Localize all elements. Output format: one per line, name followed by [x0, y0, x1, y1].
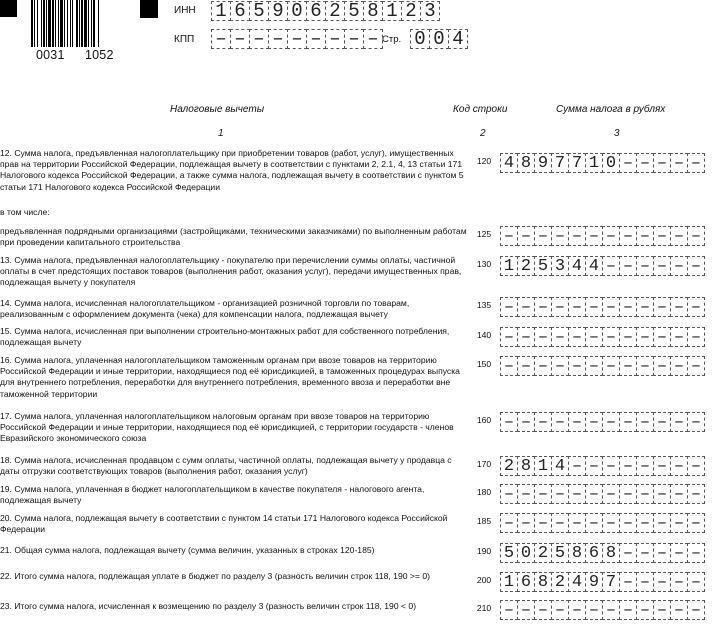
inn-digit-cell: 2 — [401, 1, 421, 21]
amount-digit-cell: – — [568, 513, 586, 533]
amount-digit-cell: – — [500, 226, 518, 246]
amount-digit-cell: – — [517, 412, 535, 432]
barcode-digits-right: 1052 — [85, 48, 114, 62]
amount-digit-cell: – — [653, 412, 671, 432]
amount-digit-cell: – — [653, 456, 671, 476]
amount-digit-cell: 7 — [568, 153, 586, 173]
amount-digit-cell: – — [602, 456, 620, 476]
amount-digit-cell: 8 — [534, 572, 552, 592]
column-number-3: 3 — [614, 128, 620, 139]
amount-digit-cell: 1 — [585, 153, 603, 173]
row-line-code: 140 — [476, 330, 492, 340]
amount-digit-cell: 5 — [534, 256, 552, 276]
amount-digit-cell: – — [670, 226, 688, 246]
row-description: 20. Сумма налога, подлежащая вычету в соответствии с пунктом 14 статьи 171 Налогового кодекса Российской Федерации — [0, 513, 448, 535]
kpp-cells — [211, 29, 382, 49]
amount-digit-cell: – — [585, 412, 603, 432]
amount-digit-cell: – — [636, 297, 654, 317]
amount-digit-cell: – — [653, 297, 671, 317]
row-description: 18. Сумма налога, исчисленная продавцом с сумм оплаты, частичной оплаты, подлежащая вычету у продавца с даты отгрузки соответствующих товаров (выполнения работ, оказания услуг) — [0, 455, 452, 477]
row-amount-cells[interactable] — [500, 153, 704, 173]
amount-digit-cell: – — [636, 226, 654, 246]
kpp-digit-cell: – — [306, 29, 326, 49]
amount-digit-cell: – — [517, 513, 535, 533]
row-amount-cells[interactable] — [500, 226, 704, 246]
amount-digit-cell: – — [670, 297, 688, 317]
amount-digit-cell: 5 — [500, 543, 518, 563]
amount-digit-cell: – — [687, 412, 705, 432]
amount-digit-cell: – — [500, 484, 518, 504]
amount-digit-cell: – — [602, 412, 620, 432]
amount-digit-cell: – — [670, 412, 688, 432]
inn-digit-cell: 3 — [420, 1, 440, 21]
row-amount-cells[interactable] — [500, 327, 704, 347]
amount-digit-cell: – — [653, 572, 671, 592]
row-line-code: 160 — [476, 415, 492, 425]
amount-digit-cell: – — [619, 226, 637, 246]
inn-digit-cell: 9 — [268, 1, 288, 21]
page-label: Стр. — [382, 34, 402, 45]
row-line-code: 125 — [476, 229, 492, 239]
amount-digit-cell: – — [670, 543, 688, 563]
amount-digit-cell: 4 — [500, 153, 518, 173]
amount-digit-cell: – — [602, 256, 620, 276]
row-description: 15. Сумма налога, исчисленная при выполнении строительно-монтажных работ для собственного потребления, подлежащая вычету — [0, 326, 450, 348]
amount-digit-cell: – — [602, 484, 620, 504]
amount-digit-cell: – — [670, 572, 688, 592]
inn-digit-cell: 1 — [211, 1, 231, 21]
amount-digit-cell: 0 — [517, 543, 535, 563]
amount-digit-cell: 8 — [568, 543, 586, 563]
amount-digit-cell: 6 — [517, 572, 535, 592]
amount-digit-cell: – — [500, 327, 518, 347]
row-description: 16. Сумма налога, уплаченная налогоплательщиком таможенным органам при ввозе товаров на территорию Российской Федерации и иные территории, находящиеся под её юрисдикцией, в таможенных процедурах выпуска для внутреннего потребления, переработки для внутреннего потребления, временного ввоза и переработки вне таможенной территории — [0, 355, 460, 399]
kpp-digit-cell: – — [325, 29, 345, 49]
row-amount-cells[interactable] — [500, 297, 704, 317]
amount-digit-cell: 7 — [551, 153, 569, 173]
kpp-digit-cell: – — [211, 29, 231, 49]
inn-digit-cell: 5 — [344, 1, 364, 21]
amount-digit-cell: – — [670, 256, 688, 276]
row-description: 21. Общая сумма налога, подлежащая вычету (сумма величин, указанных в строках 120-185) — [0, 545, 375, 555]
amount-digit-cell: – — [602, 513, 620, 533]
amount-digit-cell: – — [517, 297, 535, 317]
row-line-code: 200 — [476, 575, 492, 585]
kpp-digit-cell: – — [249, 29, 269, 49]
amount-digit-cell: – — [551, 412, 569, 432]
amount-digit-cell: – — [653, 153, 671, 173]
amount-digit-cell: 7 — [602, 572, 620, 592]
amount-digit-cell: – — [636, 456, 654, 476]
amount-digit-cell: – — [687, 256, 705, 276]
amount-digit-cell: – — [619, 297, 637, 317]
row-amount-cells[interactable] — [500, 412, 704, 432]
amount-digit-cell: – — [602, 356, 620, 376]
amount-digit-cell: – — [585, 226, 603, 246]
amount-digit-cell: – — [653, 484, 671, 504]
amount-digit-cell: – — [602, 327, 620, 347]
amount-digit-cell: – — [687, 484, 705, 504]
amount-digit-cell: 4 — [568, 572, 586, 592]
row-line-code: 185 — [476, 516, 492, 526]
kpp-digit-cell: – — [344, 29, 364, 49]
amount-digit-cell: – — [636, 484, 654, 504]
amount-digit-cell: – — [517, 327, 535, 347]
page-digit-cell: 0 — [410, 29, 430, 49]
amount-digit-cell: 1 — [500, 256, 518, 276]
row-line-code: 180 — [476, 487, 492, 497]
row-description: в том числе: — [0, 207, 50, 217]
amount-digit-cell: – — [585, 297, 603, 317]
inn-digit-cell: 5 — [249, 1, 269, 21]
kpp-digit-cell: – — [363, 29, 383, 49]
amount-digit-cell: 0 — [602, 153, 620, 173]
amount-digit-cell: – — [687, 456, 705, 476]
amount-digit-cell: – — [636, 153, 654, 173]
inn-digit-cell: 8 — [363, 1, 383, 21]
column-number-1: 1 — [218, 128, 224, 139]
amount-digit-cell: – — [619, 600, 637, 620]
amount-digit-cell: – — [653, 543, 671, 563]
row-description: 14. Сумма налога, исчисленная налогоплательщиком - организацией розничной торговли по товарам, реализованным с оформлением документа (чека) для компенсации налога, подлежащая вычету — [0, 298, 410, 320]
amount-digit-cell: – — [670, 600, 688, 620]
amount-digit-cell: – — [687, 600, 705, 620]
amount-digit-cell: 1 — [534, 456, 552, 476]
amount-digit-cell: – — [687, 327, 705, 347]
amount-digit-cell: – — [568, 356, 586, 376]
amount-digit-cell: 8 — [602, 543, 620, 563]
amount-digit-cell: – — [551, 484, 569, 504]
row-description: 12. Сумма налога, предъявленная налогоплательщику при приобретении товаров (работ, услуг), имущественных прав на территории Российской Федерации, подлежащая вычету в соответствии с пунктами 2, 2.1, 4, 13 статьи 171 Налогового кодекса Российской Федерации, а также сумма налога, подлежащая вычету в соответствии с пунктом 5 статьи 171 Налогового кодекса Российской Федерации — [0, 148, 464, 192]
column-title-deductions: Налоговые вычеты — [170, 104, 265, 115]
kpp-digit-cell: – — [268, 29, 288, 49]
kpp-digit-cell: – — [287, 29, 307, 49]
amount-digit-cell: – — [551, 297, 569, 317]
column-number-2: 2 — [480, 128, 486, 139]
row-line-code: 150 — [476, 359, 492, 369]
row-line-code: 135 — [476, 300, 492, 310]
row-description: предъявленная подрядными организациями (застройщиками, техническими заказчиками) по выполненным работам при проведении капитального строительства — [0, 226, 467, 248]
inn-label: ИНН — [174, 5, 196, 16]
amount-digit-cell: – — [551, 226, 569, 246]
amount-digit-cell: – — [568, 226, 586, 246]
barcode — [30, 0, 128, 50]
amount-digit-cell: 4 — [551, 456, 569, 476]
corner-marker-right — [140, 0, 158, 18]
amount-digit-cell: – — [534, 484, 552, 504]
amount-digit-cell: – — [653, 600, 671, 620]
amount-digit-cell: – — [585, 484, 603, 504]
amount-digit-cell: 2 — [534, 543, 552, 563]
amount-digit-cell: – — [619, 572, 637, 592]
row-line-code: 170 — [476, 459, 492, 469]
amount-digit-cell: – — [670, 484, 688, 504]
amount-digit-cell: – — [500, 412, 518, 432]
amount-digit-cell: – — [636, 256, 654, 276]
inn-digit-cell: 2 — [325, 1, 345, 21]
amount-digit-cell: – — [653, 327, 671, 347]
amount-digit-cell: 9 — [534, 153, 552, 173]
row-amount-cells[interactable] — [500, 513, 704, 533]
amount-digit-cell: – — [517, 600, 535, 620]
barcode-digits-left: 0031 — [36, 48, 65, 62]
amount-digit-cell: – — [653, 356, 671, 376]
amount-digit-cell: – — [568, 412, 586, 432]
amount-digit-cell: – — [568, 456, 586, 476]
amount-digit-cell: – — [636, 356, 654, 376]
row-amount-cells[interactable] — [500, 600, 704, 620]
amount-digit-cell: – — [619, 456, 637, 476]
amount-digit-cell: – — [653, 226, 671, 246]
row-description: 22. Итого сумма налога, подлежащая уплате в бюджет по разделу 3 (разность величин строк 118, 190 >= 0) — [0, 571, 430, 581]
row-amount-cells[interactable] — [500, 356, 704, 376]
amount-digit-cell: – — [636, 327, 654, 347]
row-amount-cells[interactable] — [500, 256, 704, 276]
amount-digit-cell: – — [585, 327, 603, 347]
amount-digit-cell: 3 — [551, 256, 569, 276]
amount-digit-cell: – — [500, 356, 518, 376]
amount-digit-cell: 1 — [500, 572, 518, 592]
amount-digit-cell: – — [619, 484, 637, 504]
barcode-number — [30, 48, 128, 64]
amount-digit-cell: – — [636, 412, 654, 432]
amount-digit-cell: – — [619, 543, 637, 563]
amount-digit-cell: 5 — [551, 543, 569, 563]
amount-digit-cell: – — [636, 513, 654, 533]
amount-digit-cell: 9 — [585, 572, 603, 592]
amount-digit-cell: – — [534, 412, 552, 432]
inn-digit-cell: 1 — [382, 1, 402, 21]
amount-digit-cell: – — [568, 600, 586, 620]
amount-digit-cell: – — [687, 572, 705, 592]
amount-digit-cell: – — [517, 226, 535, 246]
amount-digit-cell: – — [534, 327, 552, 347]
amount-digit-cell: 2 — [517, 256, 535, 276]
amount-digit-cell: – — [517, 484, 535, 504]
row-description: 23. Итого сумма налога, исчисленная к возмещению по разделу 3 (разность величин строк 118, 190 < 0) — [0, 601, 417, 611]
amount-digit-cell: – — [500, 297, 518, 317]
amount-digit-cell: 4 — [568, 256, 586, 276]
row-amount-cells[interactable] — [500, 456, 704, 476]
amount-digit-cell: – — [500, 513, 518, 533]
amount-digit-cell: – — [602, 297, 620, 317]
amount-digit-cell: – — [585, 456, 603, 476]
kpp-digit-cell: – — [230, 29, 250, 49]
amount-digit-cell: – — [551, 513, 569, 533]
amount-digit-cell: – — [670, 513, 688, 533]
amount-digit-cell: – — [551, 356, 569, 376]
amount-digit-cell: 6 — [585, 543, 603, 563]
amount-digit-cell: – — [636, 600, 654, 620]
amount-digit-cell: – — [534, 226, 552, 246]
amount-digit-cell: – — [653, 513, 671, 533]
amount-digit-cell: – — [670, 327, 688, 347]
amount-digit-cell: – — [517, 356, 535, 376]
amount-digit-cell: – — [636, 572, 654, 592]
inn-cells — [211, 1, 439, 21]
page-digit-cell: 4 — [448, 29, 468, 49]
amount-digit-cell: – — [568, 327, 586, 347]
row-description: 17. Сумма налога, уплаченная налогоплательщиком налоговым органам при ввозе товаров на территорию Российской Федерации и иные территории, находящиеся под её юрисдикцией, с территории государств - членов Евразийского экономического союза — [0, 411, 454, 444]
amount-digit-cell: – — [619, 256, 637, 276]
amount-digit-cell: – — [534, 356, 552, 376]
row-line-code: 190 — [476, 546, 492, 556]
amount-digit-cell: – — [687, 297, 705, 317]
row-line-code: 120 — [476, 156, 492, 166]
amount-digit-cell: – — [619, 327, 637, 347]
amount-digit-cell: 8 — [517, 153, 535, 173]
row-description: 19. Сумма налога, уплаченная в бюджет налогоплательщиком в качестве покупателя - налогового агента, подлежащая вычету — [0, 484, 425, 506]
amount-digit-cell: 4 — [585, 256, 603, 276]
amount-digit-cell: – — [687, 543, 705, 563]
amount-digit-cell: – — [653, 256, 671, 276]
amount-digit-cell: – — [585, 356, 603, 376]
amount-digit-cell: – — [602, 600, 620, 620]
row-amount-cells[interactable] — [500, 543, 704, 563]
amount-digit-cell: – — [619, 412, 637, 432]
amount-digit-cell: – — [568, 297, 586, 317]
amount-digit-cell: – — [534, 297, 552, 317]
inn-digit-cell: 6 — [306, 1, 326, 21]
amount-digit-cell: – — [619, 513, 637, 533]
amount-digit-cell: 2 — [551, 572, 569, 592]
amount-digit-cell: – — [568, 484, 586, 504]
corner-marker-left — [0, 0, 17, 17]
row-line-code: 210 — [476, 603, 492, 613]
amount-digit-cell: – — [670, 356, 688, 376]
amount-digit-cell: 8 — [517, 456, 535, 476]
amount-digit-cell: – — [534, 600, 552, 620]
amount-digit-cell: – — [687, 513, 705, 533]
amount-digit-cell: – — [687, 356, 705, 376]
amount-digit-cell: – — [636, 543, 654, 563]
amount-digit-cell: – — [670, 456, 688, 476]
amount-digit-cell: – — [500, 600, 518, 620]
amount-digit-cell: – — [534, 513, 552, 533]
amount-digit-cell: – — [687, 226, 705, 246]
amount-digit-cell: – — [619, 356, 637, 376]
amount-digit-cell: – — [687, 153, 705, 173]
row-amount-cells[interactable] — [500, 484, 704, 504]
column-title-tax-amount: Сумма налога в рублях — [556, 104, 666, 115]
page-number-cells — [410, 29, 467, 49]
kpp-label: КПП — [174, 34, 195, 45]
amount-digit-cell: – — [670, 153, 688, 173]
inn-digit-cell: 6 — [230, 1, 250, 21]
column-title-line-code: Код строки — [453, 104, 508, 115]
amount-digit-cell: – — [551, 327, 569, 347]
amount-digit-cell: – — [585, 600, 603, 620]
amount-digit-cell: 2 — [500, 456, 518, 476]
page-digit-cell: 0 — [429, 29, 449, 49]
row-amount-cells[interactable] — [500, 572, 704, 592]
row-description: 13. Сумма налога, предъявленная налогоплательщику - покупателю при перечислении суммы оплаты, частичной оплаты в счет предстоящих поставок товаров (выполнения работ, оказания услуг), передачи имущественных прав, подлежащая вычету у покупателя — [0, 255, 462, 288]
amount-digit-cell: – — [602, 226, 620, 246]
amount-digit-cell: – — [551, 600, 569, 620]
amount-digit-cell: – — [585, 513, 603, 533]
inn-digit-cell: 0 — [287, 1, 307, 21]
row-line-code: 130 — [476, 259, 492, 269]
amount-digit-cell: – — [619, 153, 637, 173]
